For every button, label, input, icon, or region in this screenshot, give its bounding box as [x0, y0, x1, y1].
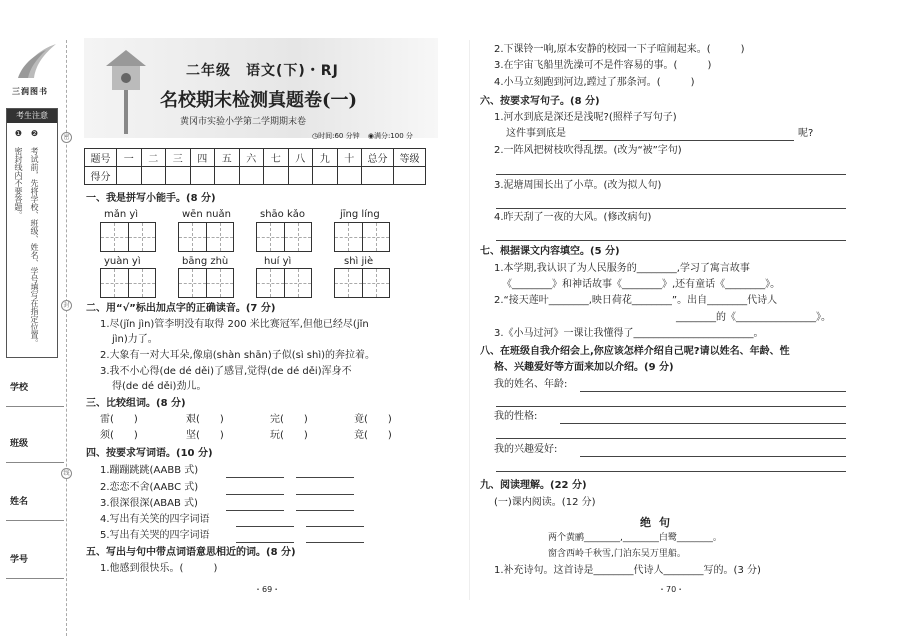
table-cell: 一 [117, 149, 142, 167]
q7-line[interactable]: ________的《________________》。 [676, 312, 831, 323]
writing-grid[interactable] [178, 222, 234, 252]
q8-prompt-personality: 我的性格: [494, 411, 538, 422]
exam-time: 时间:60 分钟 [318, 132, 360, 140]
field-class-label: 班级 [10, 439, 29, 449]
answer-line[interactable] [580, 140, 794, 141]
q6-item: 3.泥塘周围长出了小草。(改为拟人句) [494, 180, 662, 191]
score-cell[interactable] [239, 167, 264, 185]
writing-grid[interactable] [178, 268, 234, 298]
table-cell: 六 [239, 149, 264, 167]
answer-line[interactable] [236, 542, 294, 543]
q5-heading: 五、写出与句中带点词语意思相近的词。(8 分) [86, 547, 296, 558]
q3-heading: 三、比较组词。(8 分) [86, 398, 186, 409]
q2-line[interactable]: jìn)力了。 [112, 334, 158, 345]
q6-item: 2.一阵风把树枝吹得乱摆。(改为“被”字句) [494, 145, 682, 156]
table-cell: 三 [166, 149, 191, 167]
page-number-right: ・70・ [658, 585, 685, 594]
q6-prefix: 这件事到底是 [506, 128, 566, 139]
q9-heading: 九、阅读理解。(22 分) [480, 480, 587, 491]
check-icon: ◉ [367, 132, 374, 140]
field-class-line[interactable] [6, 462, 64, 463]
answer-line[interactable] [560, 423, 846, 424]
table-cell: 总分 [362, 149, 394, 167]
answer-line[interactable] [496, 174, 846, 175]
clock-icon: ◷ [312, 132, 319, 140]
score-table-header-row [85, 149, 426, 167]
pinyin-label: huí yì [264, 256, 292, 267]
q2-line[interactable]: 得(de dé děi)劲儿。 [112, 381, 207, 392]
answer-line[interactable] [580, 456, 846, 457]
exam-subtitle: 二年级 语文(下)・RJ [186, 63, 339, 79]
pinyin-label: shāo kǎo [260, 209, 306, 220]
q4-item: 2.恋恋不舍(AABC 式) [100, 482, 199, 493]
table-cell: 七 [264, 149, 289, 167]
page-number-left: ・69・ [254, 585, 281, 594]
q4-item: 3.很深很深(ABAB 式) [100, 498, 198, 509]
notice-title: 考生注意 [7, 109, 57, 123]
answer-line[interactable] [226, 510, 284, 511]
compare-word[interactable]: 坚( ) [186, 430, 224, 441]
brand-logo-icon [14, 42, 60, 82]
compare-word[interactable]: 竟( ) [354, 414, 392, 425]
bind-mark-2: 封 [61, 300, 72, 311]
page-divider [469, 40, 470, 600]
answer-line[interactable] [296, 477, 354, 478]
field-id-line[interactable] [6, 578, 64, 579]
q1-heading: 一、我是拼写小能手。(8 分) [86, 193, 216, 204]
compare-word[interactable]: 艰( ) [186, 414, 224, 425]
exam-title: 名校期末检测真题卷(一) [160, 90, 358, 111]
score-cell[interactable] [166, 167, 191, 185]
score-cell[interactable] [362, 167, 394, 185]
answer-line[interactable] [496, 471, 846, 472]
poem-line: 窗含西岭千秋雪,门泊东吴万里船。 [548, 549, 686, 559]
q5-item[interactable]: 4.小马立刻跑到河边,蹚过了那条河。( ) [494, 77, 695, 88]
score-cell[interactable] [313, 167, 338, 185]
q2-line[interactable]: 1.尽(jǐn jìn)管李明没有取得 200 米比赛冠军,但他已经尽(jǐn [100, 319, 369, 330]
score-cell[interactable] [264, 167, 289, 185]
q2-line[interactable]: 2.大象有一对大耳朵,像扇(shàn shān)子似(sì shì)的奔拉着。 [100, 350, 376, 361]
exam-full-score: 满分:100 分 [373, 132, 413, 140]
q4-item: 4.写出有关笑的四字词语 [100, 514, 210, 525]
field-school-line[interactable] [6, 406, 64, 407]
brand-name: 三润图书 [12, 87, 48, 96]
binding-line [66, 40, 67, 636]
answer-line[interactable] [226, 477, 284, 478]
answer-line[interactable] [306, 526, 364, 527]
q2-heading: 二、用“√”标出加点字的正确读音。(7 分) [86, 303, 276, 314]
table-cell: 八 [288, 149, 313, 167]
answer-line[interactable] [226, 494, 284, 495]
poem-title: 绝句 [640, 516, 678, 529]
q7-line[interactable]: 《________》和神话故事《________》,还有童话《________》。 [502, 279, 781, 290]
q8-prompt-name-age: 我的姓名、年龄: [494, 379, 568, 390]
pinyin-label: bāng zhù [182, 256, 229, 267]
compare-word[interactable]: 须( ) [100, 430, 138, 441]
compare-word[interactable]: 玩( ) [270, 430, 308, 441]
pinyin-label: mǎn yì [104, 209, 139, 220]
score-cell[interactable] [394, 167, 426, 185]
compare-word[interactable]: 竞( ) [354, 430, 392, 441]
notice-item-2: ❷ 考试前，先将学校、班级、姓名、学号填写在指定位置。 [30, 129, 39, 347]
answer-line[interactable] [296, 510, 354, 511]
writing-grid[interactable] [256, 268, 312, 298]
score-cell[interactable] [190, 167, 215, 185]
bind-mark-1: 密 [61, 132, 72, 143]
exam-meta [312, 131, 413, 141]
field-name-label: 姓名 [10, 497, 29, 507]
table-cell: 十 [337, 149, 362, 167]
writing-grid[interactable] [100, 222, 156, 252]
q6-item: 1.河水到底是深还是浅呢?(照样子写句子) [494, 112, 677, 123]
poem-line[interactable]: 两个黄鹂________,________白鹭________。 [548, 533, 722, 543]
exam-school: 黄冈市实验小学第二学期期末卷 [180, 117, 307, 127]
score-cell[interactable] [337, 167, 362, 185]
score-table [84, 148, 426, 185]
answer-line[interactable] [236, 526, 294, 527]
table-cell: 得分 [85, 167, 117, 185]
q5-item[interactable]: 1.他感到很快乐。( ) [100, 563, 218, 574]
table-cell: 二 [141, 149, 166, 167]
compare-word[interactable]: 雷( ) [100, 414, 138, 425]
q9-question[interactable]: 1.补充诗句。这首诗是________代诗人________写的。(3 分) [494, 565, 761, 576]
writing-grid[interactable] [334, 268, 390, 298]
q7-line[interactable]: 3.《小马过河》一课让我懂得了________________________。 [494, 328, 764, 339]
exam-notice-box [6, 108, 58, 358]
notice-item-1: ❶ 密封线内不要答题。 [14, 129, 23, 219]
score-cell[interactable] [117, 167, 142, 185]
pinyin-label: wēn nuǎn [182, 209, 231, 220]
pinyin-label: yuàn yì [104, 256, 141, 267]
answer-line[interactable] [496, 438, 846, 439]
binding-sidebar [0, 0, 76, 636]
q8-prompt-hobbies: 我的兴趣爱好: [494, 444, 558, 455]
pinyin-label: jīng líng [340, 209, 380, 220]
q7-heading: 七、根据课文内容填空。(5 分) [480, 246, 620, 257]
score-cell[interactable] [215, 167, 240, 185]
q9-subheading: (一)课内阅读。(12 分) [494, 497, 596, 508]
q4-item: 1.蹦蹦跳跳(AABB 式) [100, 465, 199, 476]
writing-grid[interactable] [334, 222, 390, 252]
q2-line[interactable]: 3.我不小心得(de dé děi)了感冒,觉得(de dé děi)浑身不 [100, 366, 352, 377]
q4-item: 5.写出有关哭的四字词语 [100, 530, 210, 541]
table-cell: 题号 [85, 149, 117, 167]
compare-word[interactable]: 完( ) [270, 414, 308, 425]
answer-line[interactable] [296, 494, 354, 495]
field-school-label: 学校 [10, 383, 29, 393]
answer-line[interactable] [496, 240, 846, 241]
birdhouse-illustration-icon [96, 46, 156, 136]
writing-grid[interactable] [100, 268, 156, 298]
table-cell: 五 [215, 149, 240, 167]
q8-heading-cont: 格、兴趣爱好等方面来加以介绍。(9 分) [494, 362, 674, 373]
table-cell: 四 [190, 149, 215, 167]
field-id-label: 学号 [10, 555, 29, 565]
q5-item[interactable]: 3.在宇宙飞船里洗澡可不是件容易的事。( ) [494, 60, 712, 71]
score-table-score-row [85, 167, 426, 185]
q8-heading: 八、在班级自我介绍会上,你应该怎样介绍自己呢?请以姓名、年龄、性 [480, 346, 790, 357]
q6-suffix: 呢? [798, 128, 814, 139]
score-cell[interactable] [141, 167, 166, 185]
table-cell: 九 [313, 149, 338, 167]
bind-mark-3: 线 [61, 468, 72, 479]
writing-grid[interactable] [256, 222, 312, 252]
q7-line[interactable]: 2.“接天莲叶________,映日荷花________”。出自________代诗人 [494, 295, 778, 306]
q6-item: 4.昨天刮了一夜的大风。(修改病句) [494, 212, 652, 223]
score-cell[interactable] [288, 167, 313, 185]
field-name-line[interactable] [6, 520, 64, 521]
q6-heading: 六、按要求写句子。(8 分) [480, 96, 600, 107]
pinyin-label: shì jiè [344, 256, 374, 267]
answer-line[interactable] [496, 208, 846, 209]
q7-line[interactable]: 1.本学期,我认识了为人民服务的________,学习了寓言故事 [494, 263, 750, 274]
answer-line[interactable] [306, 542, 364, 543]
answer-line[interactable] [580, 391, 846, 392]
answer-line[interactable] [496, 406, 846, 407]
q5-item[interactable]: 2.下课铃一响,原本安静的校园一下子喧闹起来。( ) [494, 44, 745, 55]
q4-heading: 四、按要求写词语。(10 分) [86, 448, 213, 459]
table-cell: 等级 [394, 149, 426, 167]
